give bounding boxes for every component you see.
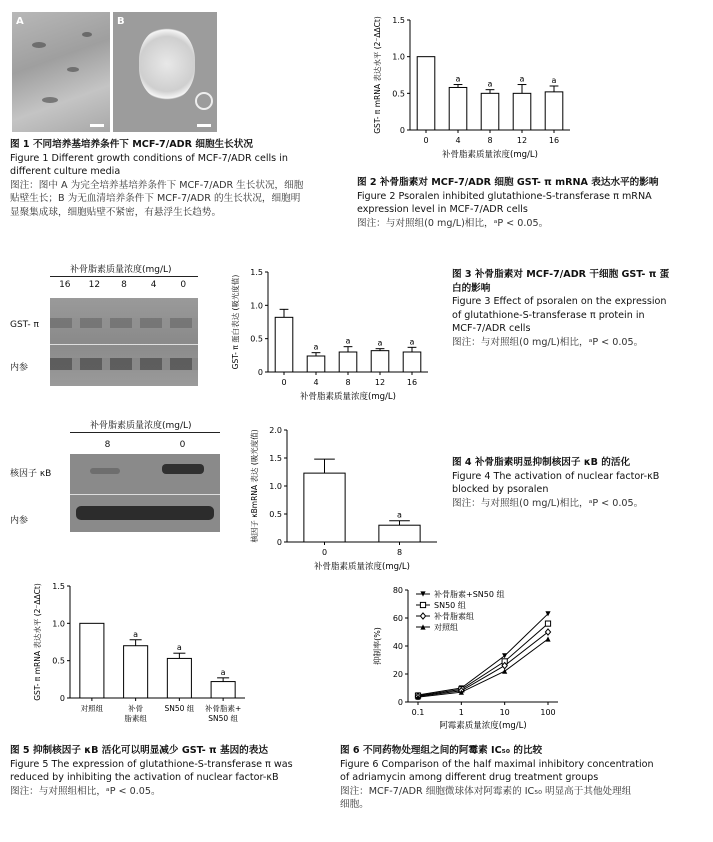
bar [371,351,389,372]
fig5-note: 图注：与对照组相比，ᵃP < 0.05。 [10,785,161,797]
x-tick-label: SN50 组 [164,704,195,713]
fig2-plot [372,16,570,160]
bar [513,93,531,130]
fig6-caption-en-2: of adriamycin among different drug treatment groups [340,772,599,783]
data-label: a [519,74,525,84]
x-tick-label: 对照组 [80,704,104,713]
fig1-caption-cn: 图 1 不同培养基培养条件下 MCF-7/ADR 细胞生长状况 [10,139,253,150]
data-label: a [397,510,402,520]
x-tick-label: 0 [321,548,328,557]
x-axis-label: 阿霉素质量浓度(mg/L) [439,721,527,731]
x-tick-label: 12 [516,136,528,145]
y-tick-label: 20 [392,670,403,679]
series-line [418,632,548,696]
y-axis-label: 抑制率(%) [373,627,382,665]
fig6-line-chart [350,580,580,740]
fig2-caption-cn: 图 2 补骨脂素对 MCF-7/ADR 细胞 GST- π mRNA 表达水平的影响 [357,177,659,188]
fig3-caption-cn-2: 白的影响 [452,282,491,294]
bar [449,87,467,130]
data-point [420,613,425,619]
bar [80,623,104,698]
y-tick-label: 1.0 [392,52,405,62]
x-tick-label: 8 [487,136,493,145]
fig4-note: 图注：与对照组(0 mg/L)相比，ᵃP < 0.05。 [452,497,644,509]
fig4-caption-en-2: blocked by psoralen [452,484,549,495]
fig3-caption-en-2: of glutathione-S-transferase π protein in [452,309,645,321]
y-tick-label: 0.5 [52,656,65,666]
fig5-plot [32,582,245,723]
y-tick-label: 1.5 [392,16,405,25]
fig6-plot [372,586,558,731]
fig3-lane-label: 8 [121,280,127,290]
fig6-caption-cn: 图 6 不同药物处理组之间的阿霉素 IC₅₀ 的比较 [340,745,543,756]
fig4-bar-chart [225,420,450,582]
fig1-note-2: 贴壁生长；B 为无血清培养条件下 MCF-7/ADR 的生长状况，细胞明 [10,193,301,204]
bar [339,352,357,372]
x-tick-label: 8 [396,548,403,557]
x-tick-label: SN50 组 [208,714,239,723]
data-label: a [487,79,493,89]
fig4-caption-cn: 图 4 补骨脂素明显抑制核因子 κB 的活化 [452,457,631,468]
x-tick-label: 0 [281,378,287,387]
y-tick-label: 0 [397,698,403,707]
fig3-caption-en-1: Figure 3 Effect of psoralen on the expression [452,296,667,307]
x-tick-label: 4 [313,378,319,387]
y-tick-label: 40 [392,642,403,651]
fig4-blot-image [70,454,220,532]
y-tick-label: 60 [392,614,403,623]
y-tick-label: 1.5 [52,582,65,591]
x-tick-label: 1 [458,708,464,717]
y-tick-label: 0 [59,694,65,703]
x-tick-label: 100 [540,708,556,717]
fig3-lane-label: 4 [150,280,157,290]
fig5-caption-cn: 图 5 抑制核因子 κB 活化可以明显减少 GST- π 基因的表达 [10,745,268,756]
fig4-row-control: 内参 [10,516,29,526]
x-tick-label: 10 [499,708,510,717]
fig4-lane-label: 0 [179,440,186,450]
fig4-plot [249,426,437,572]
fig2-note: 图注：与对照组(0 mg/L)相比，ᵃP < 0.05。 [357,217,549,229]
bar [545,92,563,130]
fig4-lane-label: 8 [104,440,111,450]
y-tick-label: 0.5 [392,89,405,99]
fig4-caption-en-1: Figure 4 The activation of nuclear factor-κB [452,470,660,482]
data-point [420,602,425,607]
bar [417,57,435,130]
data-label: a [551,76,557,85]
y-axis-label: GST- π mRNA 表达水平 (2⁻ΔΔCt) [373,16,382,134]
data-label: a [409,337,415,347]
bar [124,646,148,698]
fig2-caption-en-1: Figure 2 Psoralen inhibited glutathione-S-transferase π mRNA [357,190,652,202]
legend-label: SN50 组 [434,601,466,610]
y-tick-label: 1.5 [269,454,282,463]
x-tick-label: 0 [423,136,429,145]
y-tick-label: 1.0 [250,301,263,311]
bar [403,352,421,372]
fig2-bar-chart [350,8,600,173]
data-label: a [176,643,182,653]
panel-label-a: A [16,16,24,27]
fig6-note-2: 细胞。 [340,799,369,810]
data-point [545,636,550,641]
data-label: a [313,342,319,352]
fig2-caption-en-2: expression level in MCF-7/ADR cells [357,204,528,215]
fig5-caption-en-2: reduced by inhibiting the activation of nuclear factor-κB [10,772,279,783]
fig1-note-1: 图注：图中 A 为完全培养基培养条件下 MCF-7/ADR 生长状况，细胞 [10,179,304,191]
legend-label: 对照组 [434,623,458,632]
fig3-row-control: 内参 [10,363,29,373]
bar [304,473,345,542]
fig3-lane-label: 16 [59,280,71,290]
fig1-photo-a [12,12,110,132]
fig6-caption-en-1: Figure 6 Comparison of the half maximal inhibitory concentration [340,758,654,770]
fig4-blot-title: 补骨脂素质量浓度(mg/L) [90,421,192,431]
y-tick-label: 0.5 [250,334,263,344]
x-tick-label: 12 [374,378,386,387]
x-tick-label: 补骨 [128,704,144,713]
series-line [418,624,548,696]
data-label: a [220,667,226,677]
x-axis-label: 补骨脂素质量浓度(mg/L) [314,562,410,572]
fig3-blot-title: 补骨脂素质量浓度(mg/L) [70,265,172,275]
data-label: a [377,338,383,348]
y-axis-label: GST- π mRNA 表达水平 (2⁻ΔΔCt) [33,583,42,701]
y-tick-label: 1.0 [269,482,282,491]
fig3-note: 图注：与对照组(0 mg/L)相比，ᵃP < 0.05。 [452,336,644,348]
panel-label-b: B [117,16,125,27]
fig1-caption-en-1: Figure 1 Different growth conditions of MCF-7/ADR cells in [10,152,288,164]
y-tick-label: 0 [399,126,405,135]
x-axis-label: 补骨脂素质量浓度(mg/L) [442,150,538,160]
legend-label: 补骨脂素+SN50 组 [434,590,505,599]
bar [307,356,325,372]
data-label: a [345,336,351,346]
fig3-blot-image [50,298,198,386]
bar [167,658,191,698]
fig1-note-3: 显聚集成球，细胞贴壁不紧密，有悬浮生长趋势。 [10,206,222,218]
fig4-row-nfkb: 核因子 κB [10,469,52,479]
x-tick-label: 16 [406,378,418,387]
fig6-note-1: 图注：MCF-7/ADR 细胞微球体对阿霉素的 IC₅₀ 明显高于其他处理组 [340,785,632,797]
y-tick-label: 1.0 [52,619,65,629]
fig3-lane-label: 0 [180,280,187,290]
fig5-bar-chart [10,578,255,738]
y-tick-label: 0 [257,368,263,377]
x-tick-label: 16 [548,136,560,145]
fig3-row-gst: GST- π [10,320,39,330]
fig3-caption-cn-1: 图 3 补骨脂素对 MCF-7/ADR 干细胞 GST- π 蛋 [452,269,670,280]
fig3-plot [230,268,428,402]
data-label: a [133,629,139,639]
y-axis-label: 核因子 κBmRNA 表达 (吸光度值) [250,429,259,543]
fig1-caption-en-2: different culture media [10,166,121,177]
x-tick-label: 0.1 [411,708,425,717]
y-tick-label: 1.5 [250,268,263,277]
y-axis-label: GST- π 蛋白表达 (吸光度值) [231,274,240,370]
x-tick-label: 4 [455,136,461,145]
y-tick-label: 0 [276,538,282,547]
fig3-caption-en-3: MCF-7/ADR cells [452,323,531,334]
fig3-bar-chart [208,258,448,413]
fig3-lane-label: 12 [88,280,101,290]
x-axis-label: 补骨脂素质量浓度(mg/L) [300,392,396,402]
bar [481,93,499,130]
x-tick-label: 脂素组 [124,714,147,723]
fig1-photo-b [113,12,217,132]
bar [379,525,420,542]
x-tick-label: 8 [345,378,351,387]
y-tick-label: 0.5 [269,510,282,519]
x-tick-label: 补骨脂素+ [204,704,242,713]
fig5-caption-en-1: Figure 5 The expression of glutathione-S-transferase π was [10,758,293,770]
bar [275,317,293,372]
bar [211,682,235,698]
data-point [545,621,550,626]
data-point [545,629,550,635]
data-label: a [455,74,461,84]
y-tick-label: 2.0 [269,426,282,435]
legend-label: 补骨脂素组 [434,612,474,621]
y-tick-label: 80 [392,586,403,595]
